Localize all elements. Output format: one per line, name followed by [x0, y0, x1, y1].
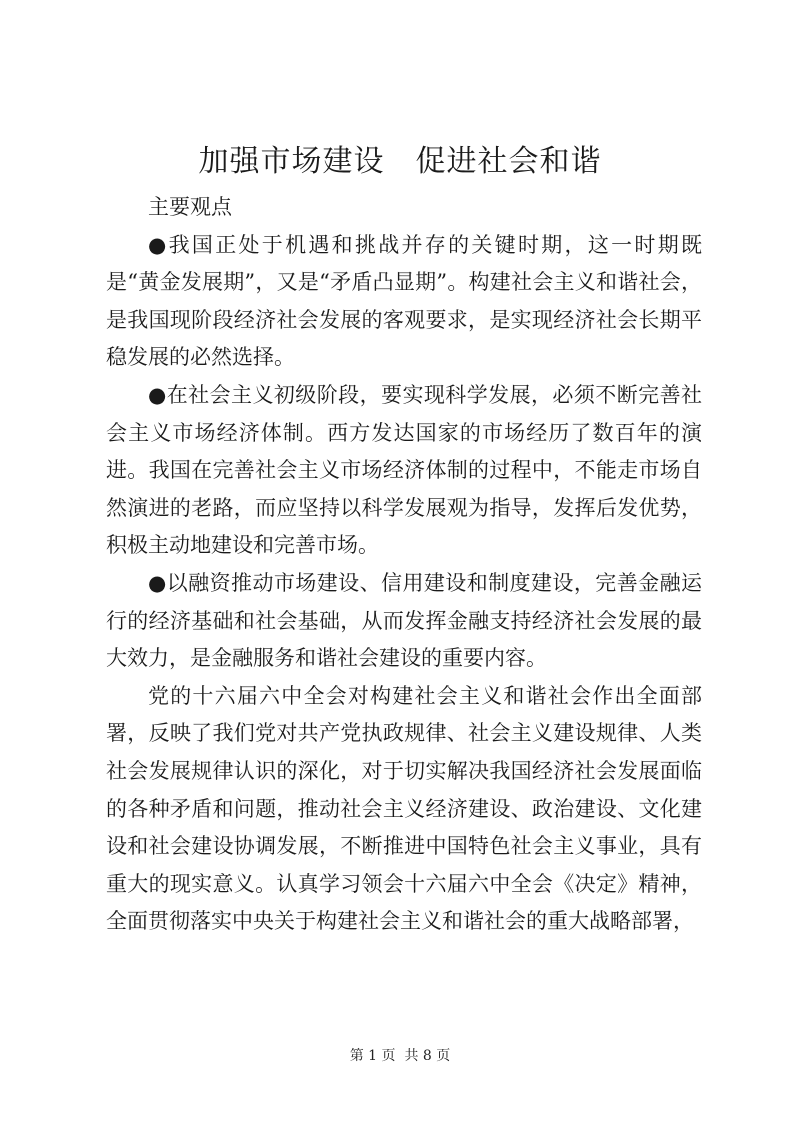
- paragraph: 党的十六届六中全会对构建社会主义和谐社会作出全面部署，反映了我们党对共产党执政规律、社会主义建设规律、人类社会发展规律认识的深化，对于切实解决我国经济社会发展面临的各种矛盾和问题，推动社会主义经济建设、政治建设、文化建设和社会建设协调发展，不断推进中国特色社会主义事业，具有重大的现实意义。认真学习领会十六届六中全会《决定》精神，全面贯彻落实中央关于构建社会主义和谐社会的重大战略部署，: [106, 683, 702, 934]
- paragraph: ●我国正处于机遇和挑战并存的关键时期，这一时期既是“黄金发展期”，又是“矛盾凸显期”。构建社会主义和谐社会，是我国现阶段经济社会发展的客观要求，是实现经济社会长期平稳发展的必然选择。: [106, 232, 702, 370]
- document-title: 加强市场建设 促进社会和谐: [198, 144, 602, 179]
- paragraph: ●以融资推动市场建设、信用建设和制度建设，完善金融运行的经济基础和社会基础，从而发挥金融支持经济社会发展的最大效力，是金融服务和谐社会建设的重要内容。: [106, 570, 702, 671]
- section-heading: 主要观点: [148, 195, 232, 219]
- page-number-footer: 第 1 页 共 8 页: [349, 1048, 451, 1064]
- paragraph: ●在社会主义初级阶段，要实现科学发展，必须不断完善社会主义市场经济体制。西方发达国家的市场经历了数百年的演进。我国在完善社会主义市场经济体制的过程中，不能走市场自然演进的老路，而应坚持以科学发展观为指导，发挥后发优势，积极主动地建设和完善市场。: [106, 382, 702, 558]
- document-body: [106, 189, 702, 941]
